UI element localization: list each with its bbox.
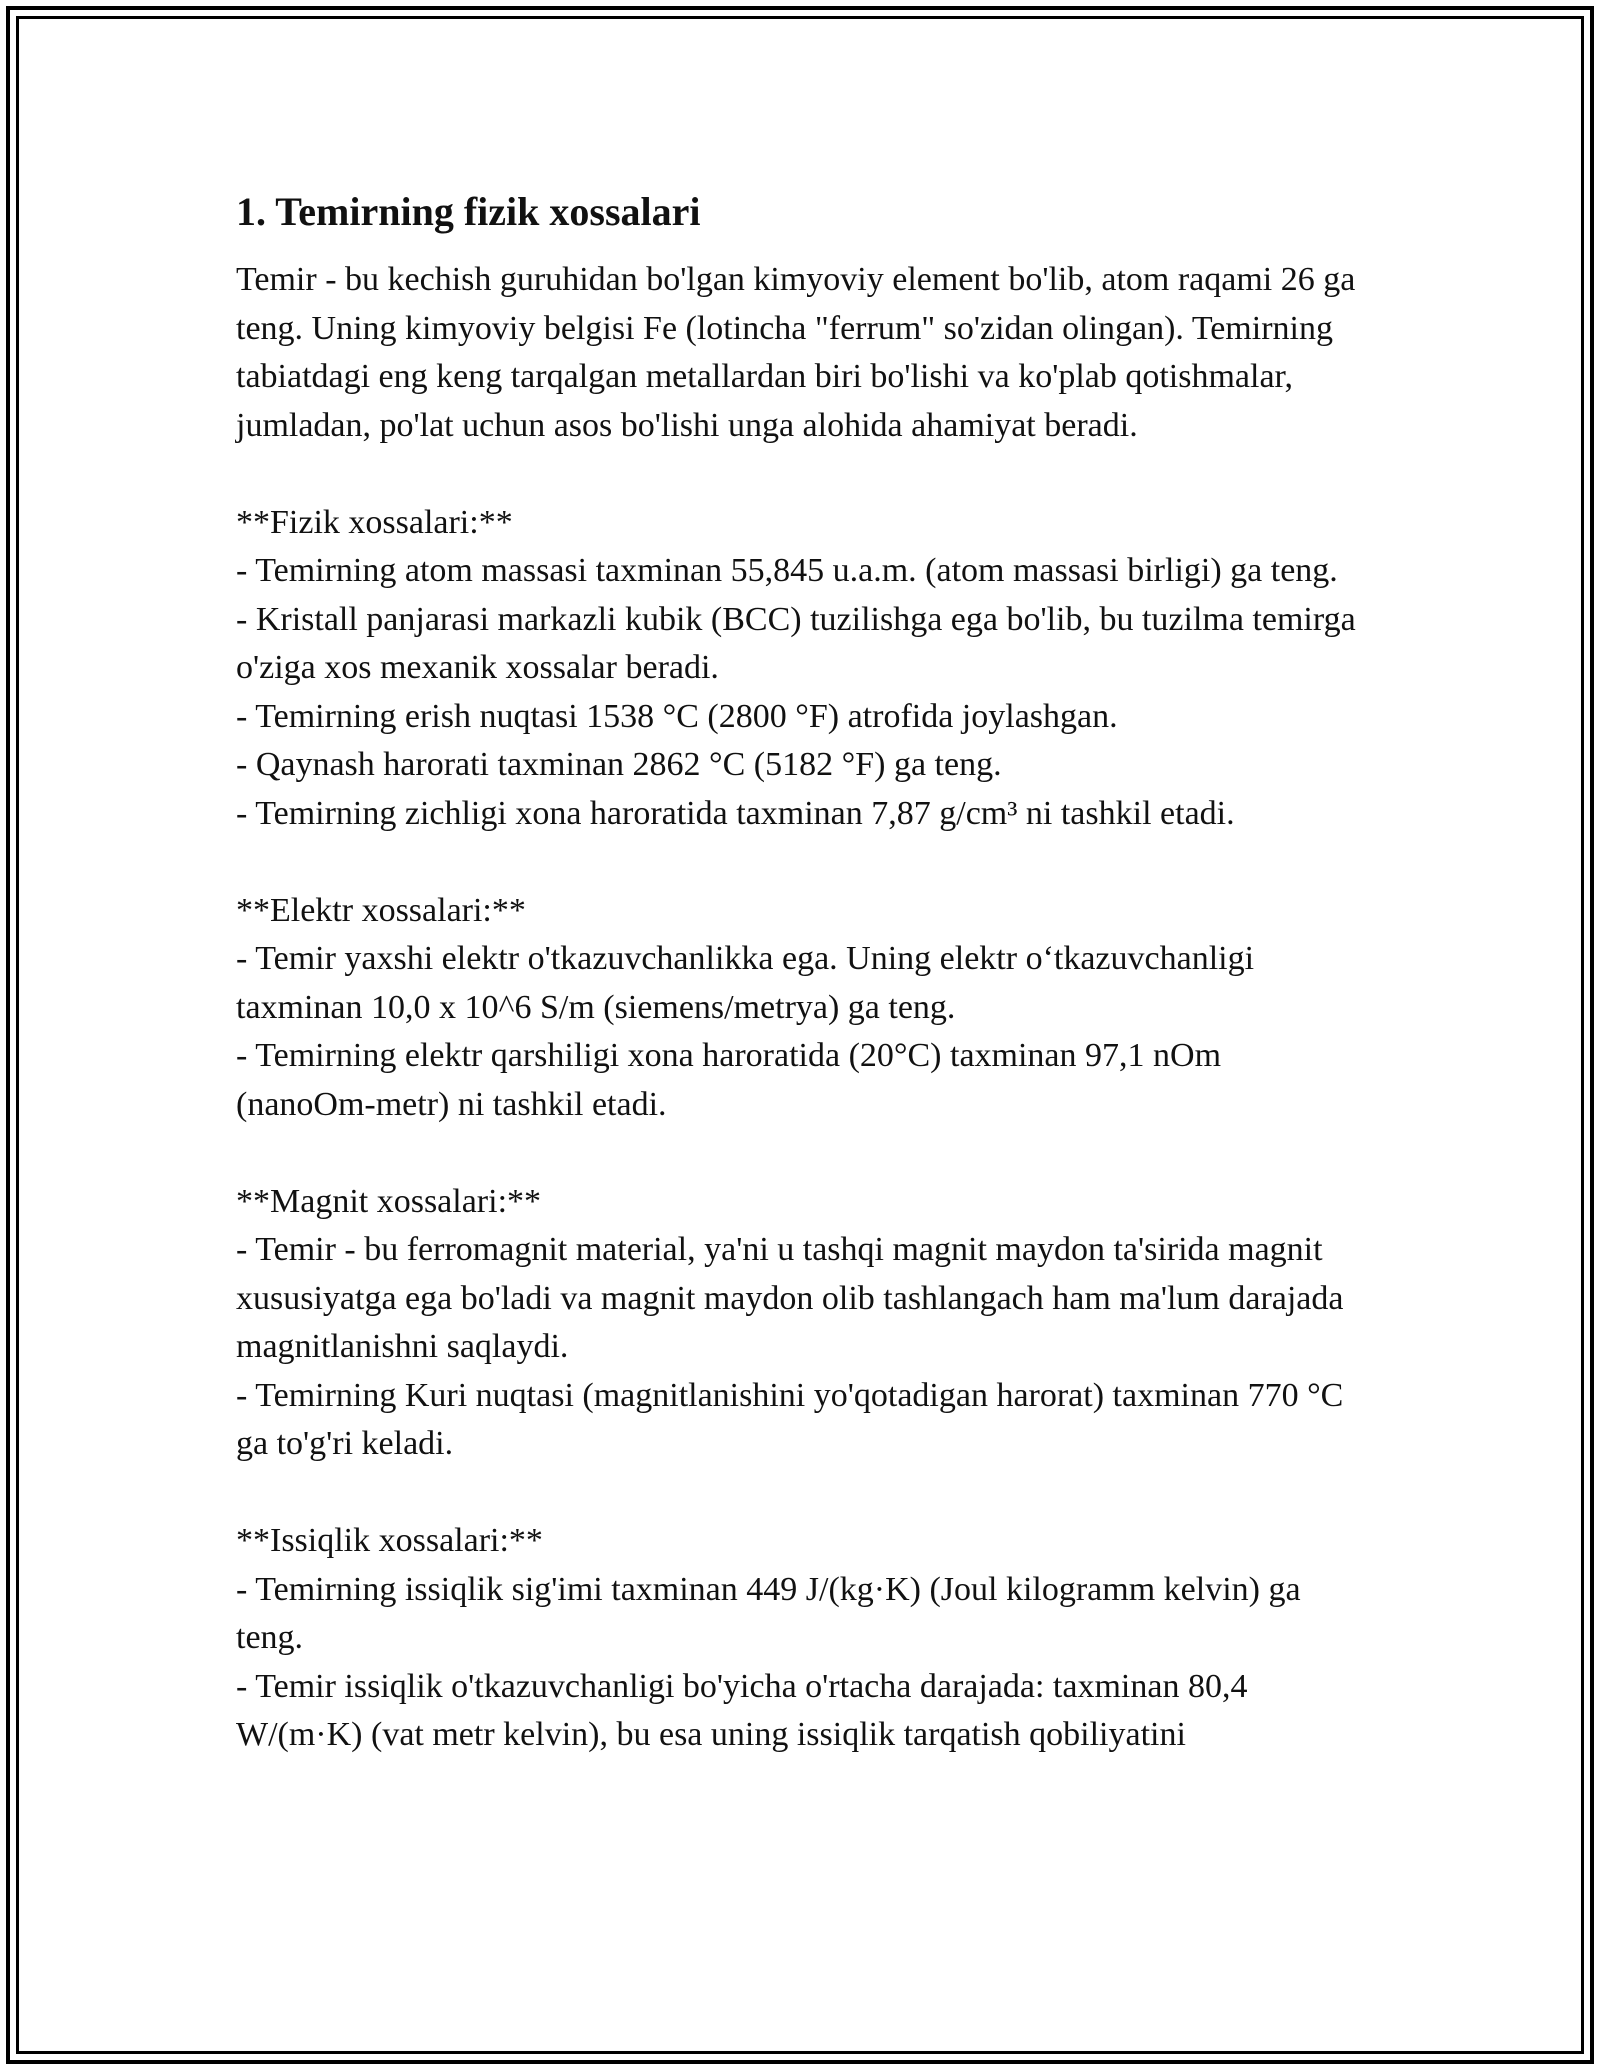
electrical-properties-heading: **Elektr xossalari:** — [236, 891, 526, 929]
thermal-properties-heading: **Issiqlik xossalari:** — [236, 1522, 543, 1559]
list-item: - Temirning Kuri nuqtasi (magnitlanishini yo'qotadigan harorat) taxminan 770 °C ga to'g'ri keladi. — [236, 1376, 1344, 1462]
list-item: - Qaynash harorati taxminan 2862 °C (5182 °F) ga teng. — [236, 746, 1002, 783]
list-item: - Temir - bu ferromagnit material, ya'ni u tashqi magnit maydon ta'sirida magnit xususiyatga ega bo'ladi va magnit maydon olib tashlangach ham ma'lum darajada magnitlanishni saqlaydi. — [236, 1231, 1344, 1365]
list-item: - Temirning issiqlik sig'imi taxminan 449 J/(kg·K) (Joul kilogramm kelvin) ga teng. — [236, 1570, 1301, 1656]
physical-properties-section — [236, 499, 1356, 839]
intro-paragraph: Temir - bu kechish guruhidan bo'lgan kimyoviy element bo'lib, atom raqami 26 ga teng. Uning kimyoviy belgisi Fe (lotincha "ferrum" so'zidan olingan). Temirning tabiatdagi eng keng tarqalgan metallardan biri bo'lishi va ko'plab qotishmalar, jumladan, po'lat uchun asos bo'lishi unga alohida ahamiyat beradi. — [236, 261, 1356, 444]
list-item: - Temir issiqlik o'tkazuvchanligi bo'yicha o'rtacha darajada: taxminan 80,4 W/(m·K) (vat metr kelvin), bu esa uning issiqlik tarqatish qobiliyatini — [236, 1667, 1248, 1753]
electrical-properties-section — [236, 887, 1356, 1130]
thermal-properties-section — [236, 1517, 1356, 1760]
section-title: 1. Temirning fizik xossalari — [236, 189, 701, 234]
magnetic-properties-heading: **Magnit xossalari:** — [236, 1182, 542, 1220]
list-item: - Temir yaxshi elektr o'tkazuvchanlikka ega. Uning elektr o‘tkazuvchanligi taxminan 10,0 x 10^6 S/m (siemens/metrya) ga teng. — [236, 940, 1255, 1026]
list-item: - Temirning atom massasi taxminan 55,845 u.a.m. (atom massasi birligi) ga teng. — [236, 552, 1338, 589]
list-item: - Temirning elektr qarshiligi xona haroratida (20°C) taxminan 97,1 nOm (nanoOm-metr) ni tashkil etadi. — [236, 1037, 1222, 1123]
list-item: - Temirning zichligi xona haroratida taxminan 7,87 g/cm³ ni tashkil etadi. — [236, 794, 1235, 832]
document-body — [236, 186, 1356, 1760]
physical-properties-heading: **Fizik xossalari:** — [236, 503, 513, 541]
magnetic-properties-section — [236, 1178, 1356, 1469]
list-item: - Kristall panjarasi markazli kubik (BCC) tuzilishga ega bo'lib, bu tuzilma temirga o'ziga xos mexanik xossalar beradi. — [236, 600, 1356, 686]
list-item: - Temirning erish nuqtasi 1538 °C (2800 °F) atrofida joylashgan. — [236, 697, 1118, 735]
